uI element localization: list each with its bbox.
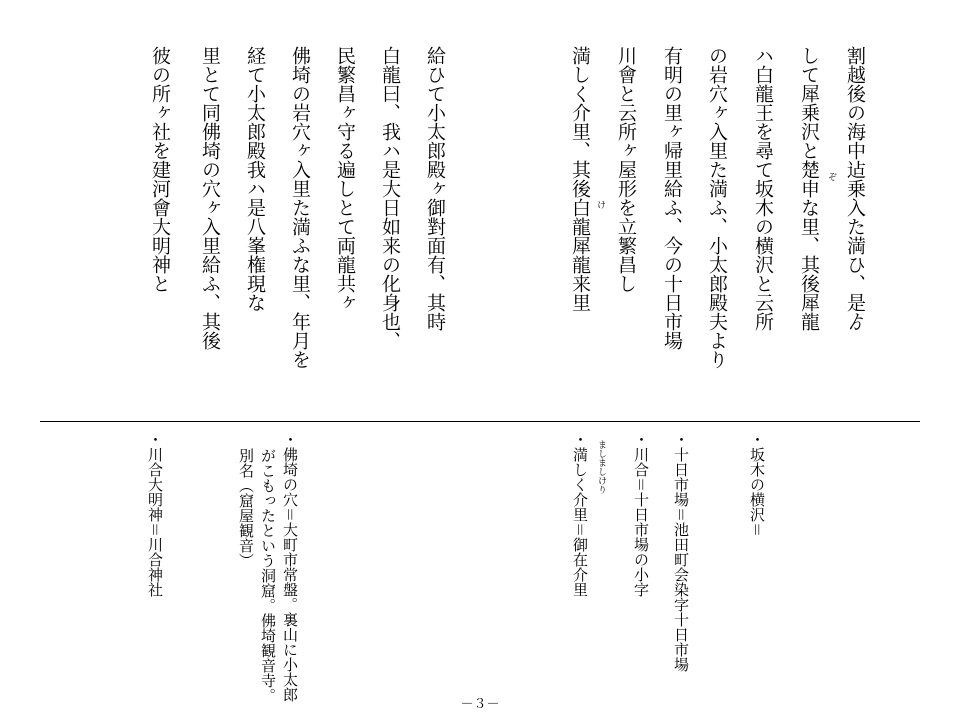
- footnote: ・十日市場＝池田町会染字十日市場: [672, 432, 690, 673]
- main-text-column: 彼の所ヶ社を建河會大明神と: [149, 46, 171, 293]
- main-text-column: の岩穴ヶ入里た満ふ、小太郎殿夫より: [706, 46, 728, 369]
- ruby-annotation: け: [595, 200, 605, 209]
- main-text-column: して犀乗沢と楚申な里、其後犀龍: [798, 46, 820, 331]
- main-text-column: 割越後の海中迠乗入た満ひ、是ゟ: [844, 46, 866, 331]
- footnote: ・佛埼の穴＝大町市常盤。裏山に小太郎: [281, 432, 299, 703]
- main-text-column: 佛埼の岩穴ヶ入里た満ふな里、年月を: [289, 46, 311, 369]
- footnote: ・坂木の横沢＝: [748, 432, 766, 538]
- footnote: ・川合大明神＝川合神社: [146, 432, 164, 598]
- main-text-column: 給ひて小太郎殿ヶ御對面有、其時: [424, 46, 446, 331]
- ruby-annotation: ぞ: [826, 172, 836, 181]
- footnote: ・満しく介里＝御在介里: [571, 432, 589, 598]
- main-text-column: 川會と云所ヶ屋形を立繁昌し: [615, 46, 637, 293]
- main-text-column: 里とて同佛埼の穴ヶ入里給ふ、其後: [199, 46, 221, 350]
- main-text-column: 満しく介里、其後白龍犀龍来里: [569, 46, 591, 312]
- footnote-divider: [40, 421, 920, 422]
- footnote-ruby: ましましけり: [596, 440, 606, 494]
- main-text-column: 白龍曰、我ハ是大日如来の化身也、: [379, 46, 401, 350]
- footnote-continuation: 別名（窟屋観音）: [237, 448, 255, 568]
- footnote: ・川合＝十日市場の小字: [632, 432, 650, 598]
- main-text-column: ハ白龍王を尋て坂木の横沢と云所: [752, 46, 774, 331]
- main-text-column: 経て小太郎殿我ハ是八峯権現な: [244, 46, 266, 312]
- main-text-column: 民繁昌ヶ守る遍しとて両龍共ヶ: [334, 46, 356, 312]
- main-text-column: 有明の里ヶ帰里給ふ、今の十日市場: [661, 46, 683, 350]
- page-number: －３－: [460, 697, 500, 712]
- footnote-continuation: がこもったという洞窟。佛埼観音寺。: [259, 448, 277, 703]
